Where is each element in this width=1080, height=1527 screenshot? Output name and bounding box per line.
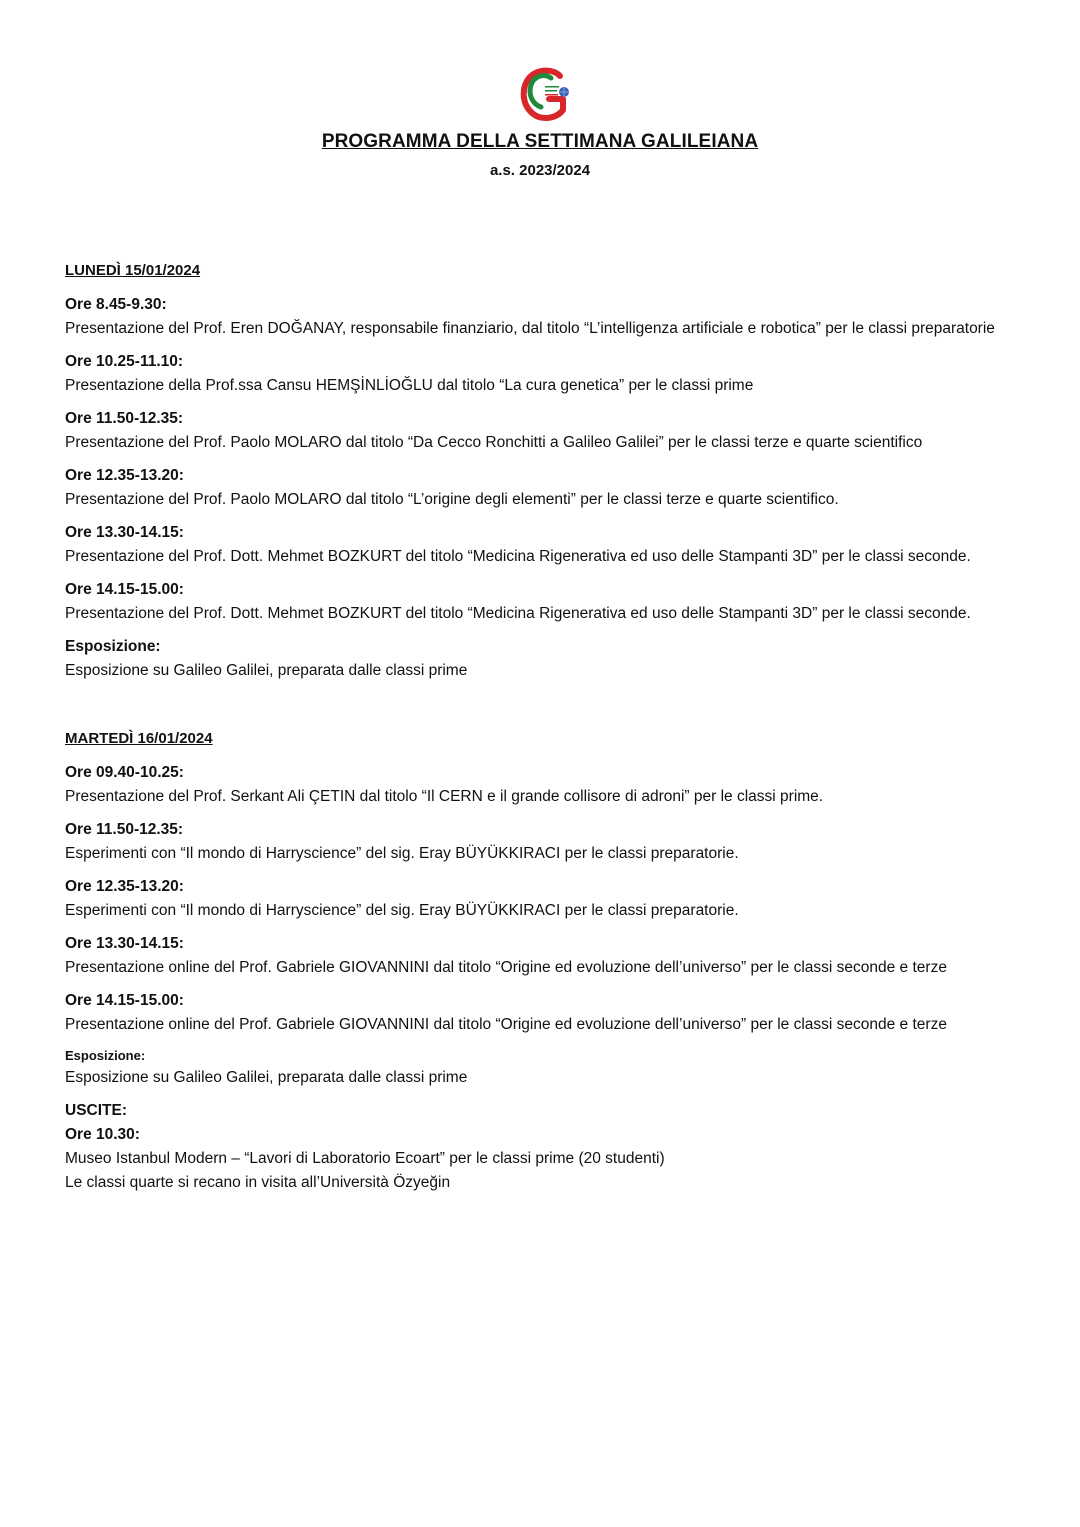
entry-description: Presentazione del Prof. Dott. Mehmet BOZKURT del titolo “Medicina Rigenerativa ed uso delle Stampanti 3D” per le classi seconde.: [65, 548, 971, 565]
entry-time: Ore 12.35-13.20:: [65, 467, 184, 484]
entry-label: Esposizione:: [65, 1048, 146, 1063]
entry-time: Ore 11.50-12.35:: [65, 821, 184, 838]
entry-time: Ore 10.25-11.10:: [65, 353, 184, 370]
entry-time: Ore 14.15-15.00:: [65, 992, 184, 1009]
day-heading: LUNEDÌ 15/01/2024: [65, 262, 201, 279]
exhibition-entry: [65, 635, 1025, 683]
day-section: [65, 259, 1025, 683]
entry-description: Esperimenti con “Il mondo di Harryscience” del sig. Eray BÜYÜKKIRACI per le classi preparatorie.: [65, 902, 739, 919]
day-heading: MARTEDÌ 16/01/2024: [65, 730, 213, 747]
entry-time: Ore 12.35-13.20:: [65, 878, 184, 895]
schedule-entry: [65, 578, 1025, 626]
entry-description: Presentazione del Prof. Eren DOĞANAY, responsabile finanziario, dal titolo “L’intelligenza artificiale e robotica” per le classi preparatorie: [65, 320, 995, 337]
schedule-entry: [65, 464, 1025, 512]
schedule-entry: [65, 293, 1025, 341]
entry-description: Presentazione della Prof.ssa Cansu HEMŞİNLİOĞLU dal titolo “La cura genetica” per le classi prime: [65, 377, 754, 394]
entry-description: Presentazione del Prof. Dott. Mehmet BOZKURT del titolo “Medicina Rigenerativa ed uso delle Stampanti 3D” per le classi seconde.: [65, 605, 971, 622]
schedule-entry: [65, 818, 1025, 866]
school-year: a.s. 2023/2024: [489, 162, 591, 179]
entry-time: Ore 8.45-9.30:: [65, 296, 167, 313]
entry-description: Presentazione online del Prof. Gabriele GIOVANNINI dal titolo “Origine ed evoluzione dell’universo” per le classi seconde e terze: [65, 1016, 947, 1033]
schedule-entry: [65, 521, 1025, 569]
entry-description: Esposizione su Galileo Galilei, preparata dalle classi prime: [65, 662, 468, 679]
entry-description: Presentazione del Prof. Paolo MOLARO dal titolo “L’origine degli elementi” per le classi terze e quarte scientifico.: [65, 491, 839, 508]
outing-description: Le classi quarte si recano in visita all’Università Özyeğin: [65, 1174, 451, 1191]
schedule-entry: [65, 350, 1025, 398]
schedule-entry: [65, 989, 1025, 1037]
entry-time: Ore 13.30-14.15:: [65, 524, 184, 541]
entry-time: Ore 13.30-14.15:: [65, 935, 184, 952]
entry-time: Ore 10.30:: [65, 1126, 140, 1143]
outings-section: [65, 1099, 1025, 1195]
program-content: [65, 259, 1025, 1207]
entry-description: Presentazione del Prof. Serkant Ali ÇETIN dal titolo “Il CERN e il grande collisore di adroni” per le classi prime.: [65, 788, 824, 805]
schedule-entry: [65, 875, 1025, 923]
entry-time: Ore 14.15-15.00:: [65, 581, 184, 598]
day-section: [65, 727, 1025, 1195]
entry-description: Presentazione del Prof. Paolo MOLARO dal titolo “Da Cecco Ronchitti a Galileo Galilei” per le classi terze e quarte scientifico: [65, 434, 923, 451]
entry-description: Esposizione su Galileo Galilei, preparata dalle classi prime: [65, 1069, 468, 1086]
schedule-entry: [65, 932, 1025, 980]
entry-time: Ore 09.40-10.25:: [65, 764, 184, 781]
entry-label: Esposizione:: [65, 638, 161, 655]
schedule-entry: [65, 407, 1025, 455]
entry-description: Presentazione online del Prof. Gabriele GIOVANNINI dal titolo “Origine ed evoluzione dell’universo” per le classi seconde e terze: [65, 959, 947, 976]
exhibition-entry: [65, 1046, 1025, 1090]
school-logo-icon: [516, 66, 574, 122]
entry-time: Ore 11.50-12.35:: [65, 410, 184, 427]
document-title: PROGRAMMA DELLA SETTIMANA GALILEIANA: [321, 131, 759, 152]
outings-label: USCITE:: [65, 1102, 127, 1119]
entry-description: Esperimenti con “Il mondo di Harryscience” del sig. Eray BÜYÜKKIRACI per le classi preparatorie.: [65, 845, 739, 862]
outing-description: Museo Istanbul Modern – “Lavori di Laboratorio Ecoart” per le classi prime (20 studenti): [65, 1150, 665, 1167]
schedule-entry: [65, 761, 1025, 809]
